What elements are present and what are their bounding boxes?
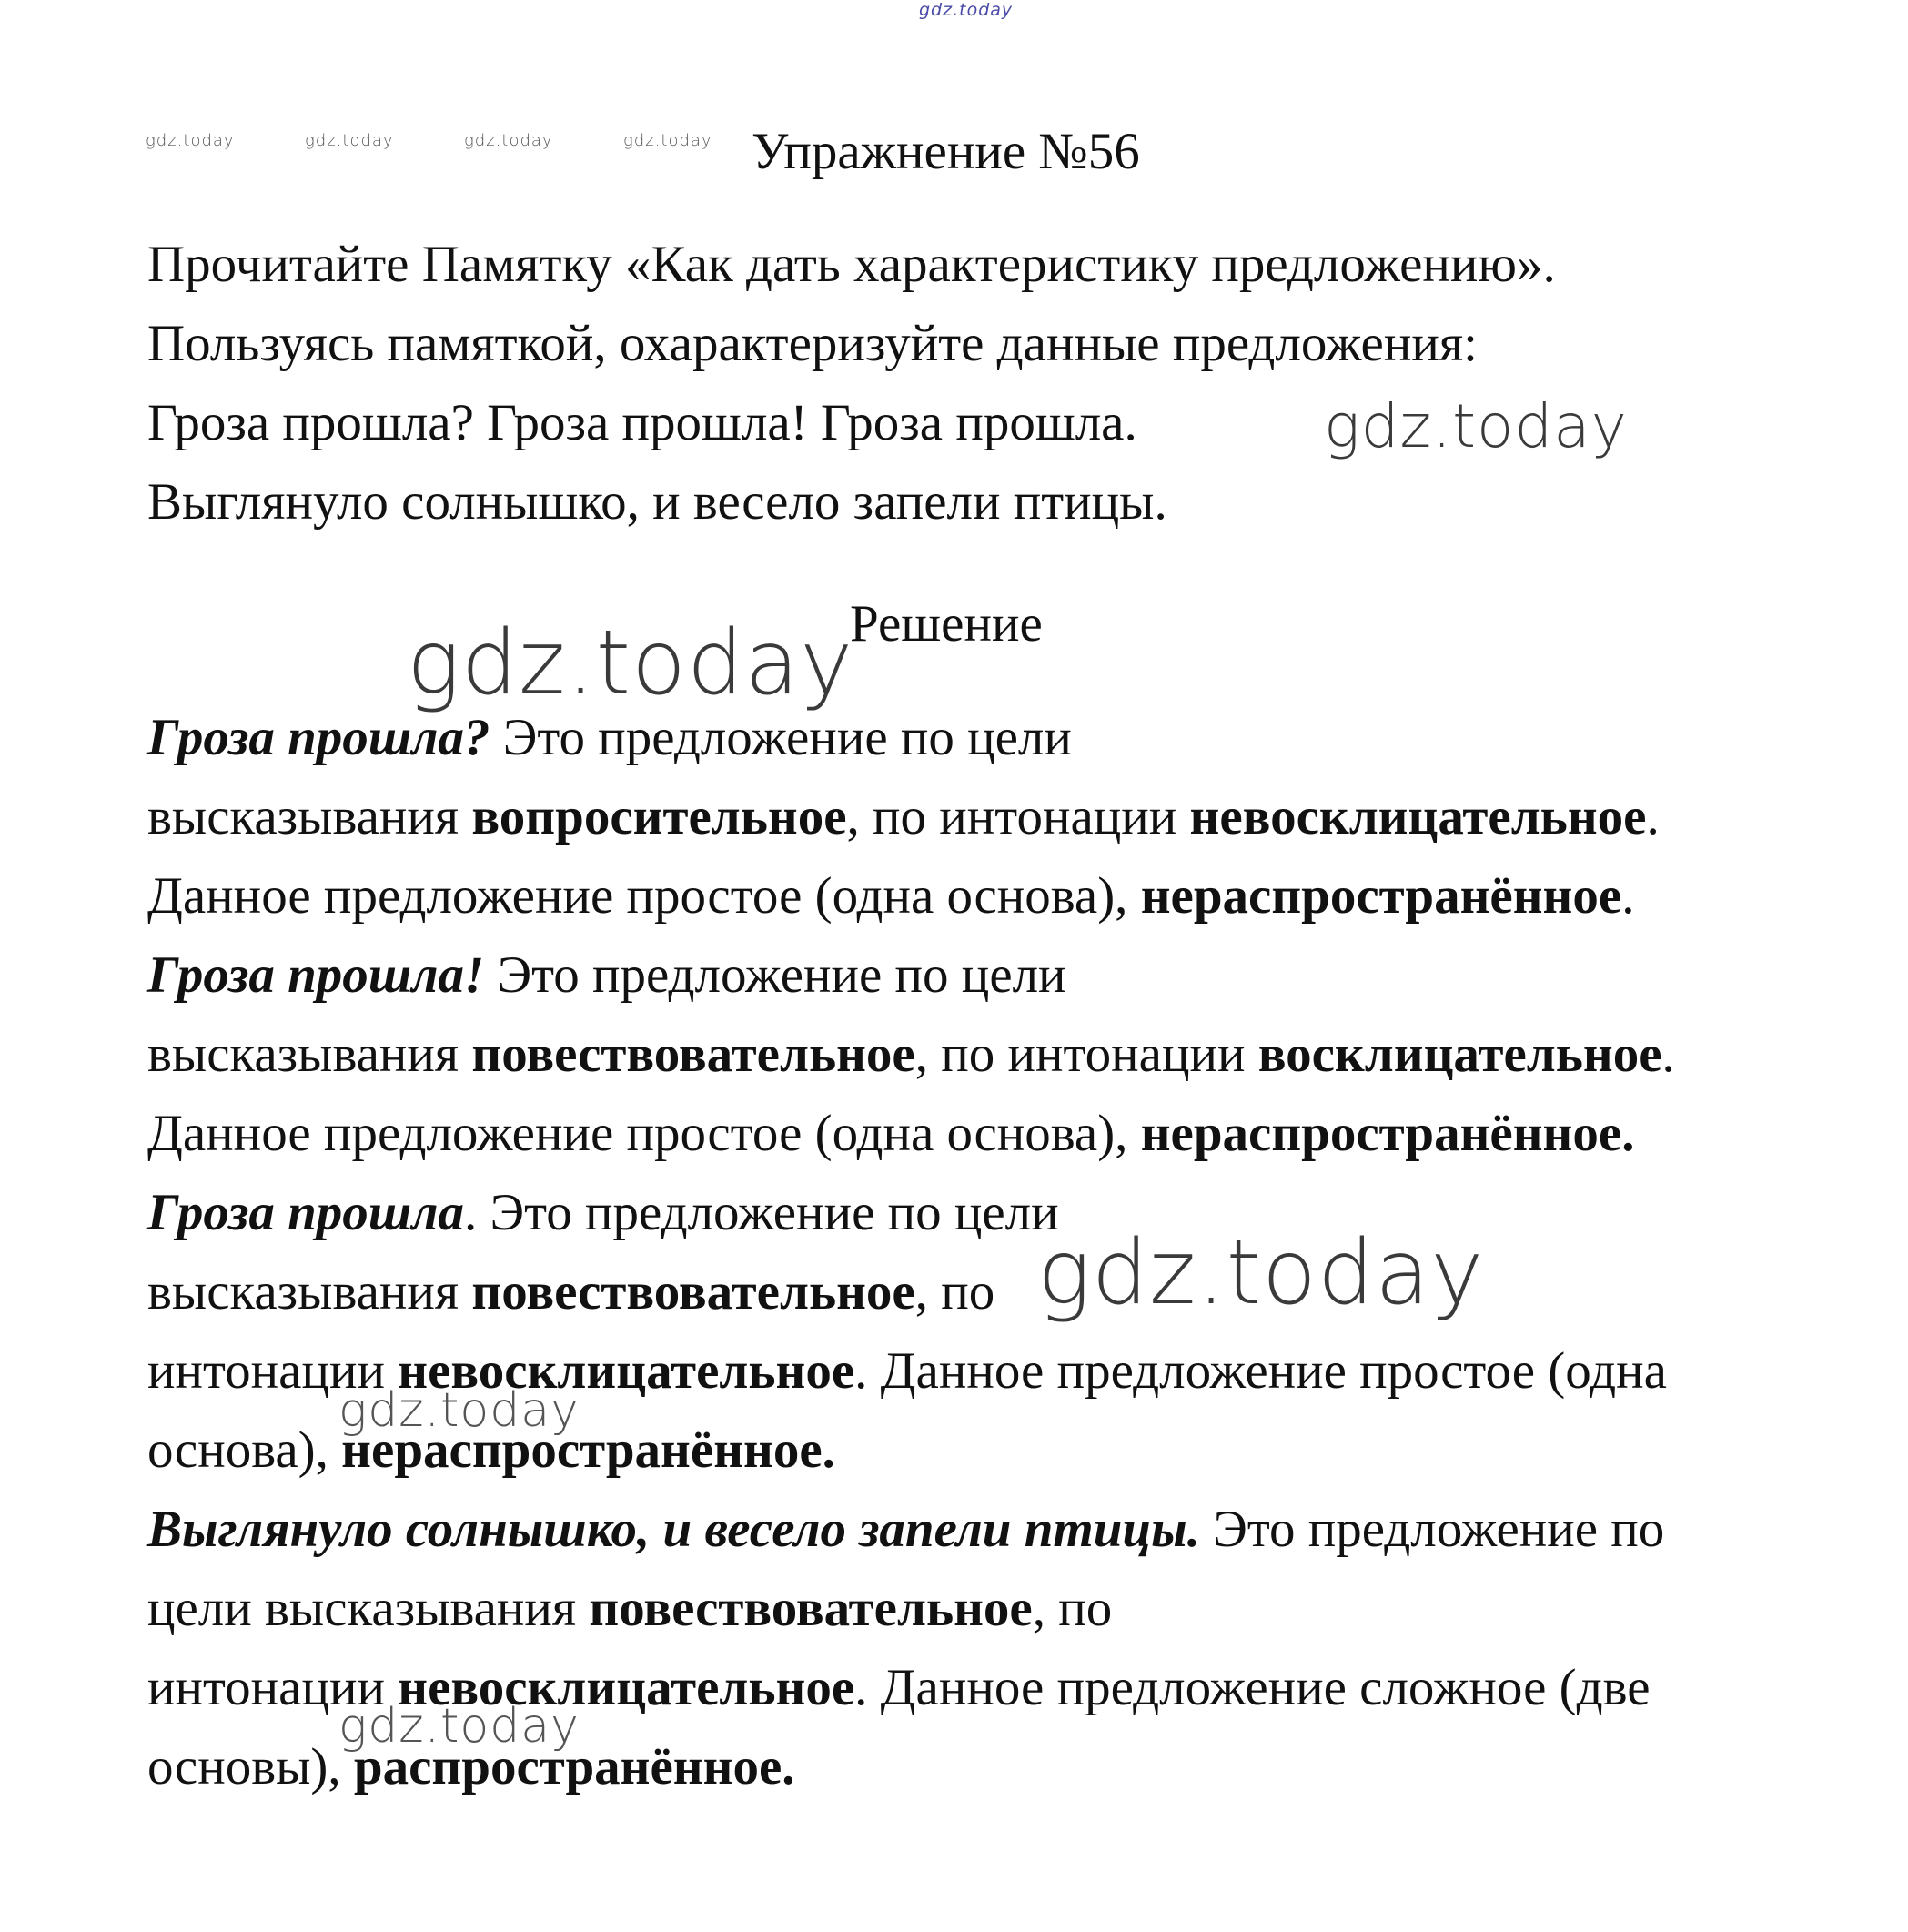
answer-2-sentence: Гроза прошла!: [147, 946, 485, 1004]
answer-3-intonation-pre: интонации: [147, 1342, 399, 1400]
answer-4-line-2: [147, 1579, 1112, 1638]
answer-4-structure: распространённое.: [353, 1738, 795, 1795]
answer-3-line-4: [147, 1421, 835, 1480]
watermark-xlarge-2: gdz.today: [1037, 1221, 1485, 1325]
answer-1-line-1: [147, 708, 1072, 767]
solution-heading: Решение: [850, 595, 1043, 652]
exercise-title: Упражнение №56: [752, 123, 1140, 180]
answer-3-line-3: [147, 1341, 1667, 1401]
watermark-small-2: gdz.today: [305, 131, 394, 150]
answer-2-structure: нераспространённое.: [1140, 1105, 1635, 1162]
answer-4-line-1: [147, 1500, 1664, 1559]
answer-2-line-1: [147, 946, 1066, 1005]
answer-3-intonation: невосклицательное: [398, 1342, 855, 1400]
answer-4-intonation-pre: интонации: [147, 1659, 399, 1716]
watermark-small-1: gdz.today: [146, 131, 235, 150]
answer-3-sentence: Гроза прошла: [147, 1184, 465, 1241]
watermark-medium-1: gdz.today: [338, 1383, 580, 1438]
answer-4-sentence: Выглянуло солнышко, и весело запели птицы.: [147, 1501, 1200, 1558]
answer-1-structure-post: .: [1621, 867, 1635, 925]
answer-4-purpose-post: , по: [1032, 1580, 1113, 1637]
answer-3-intro: . Это предложение по цели: [464, 1184, 1059, 1241]
answer-4-intonation: невосклицательное: [398, 1659, 855, 1716]
watermark-large-1: gdz.today: [1324, 391, 1628, 461]
answer-1-line-3: [147, 866, 1634, 926]
answer-3-structure-pre2: основа),: [147, 1421, 342, 1479]
answer-2-intonation-post: .: [1661, 1026, 1675, 1083]
answer-4-purpose-pre: цели высказывания: [147, 1580, 590, 1637]
answer-3-purpose-post: , по: [914, 1263, 995, 1320]
task-line-4: Выглянуло солнышко, и весело запели птицы.: [147, 473, 1167, 531]
answer-3-purpose-pre: высказывания: [147, 1263, 472, 1320]
answer-2-purpose: повествовательное: [471, 1026, 915, 1083]
answer-3-structure-pre: . Данное предложение простое (одна: [854, 1342, 1667, 1400]
answer-4-purpose: повествовательное: [589, 1580, 1033, 1637]
watermark-small-3: gdz.today: [464, 131, 553, 150]
answer-2-line-3: [147, 1104, 1634, 1163]
answer-2-intonation-pre: , по интонации: [914, 1026, 1258, 1083]
answer-4-structure-pre2: основы),: [147, 1738, 354, 1795]
answer-1-intonation-pre: , по интонации: [846, 788, 1190, 845]
answer-1-intonation-post: .: [1646, 788, 1660, 845]
answer-2-line-2: [147, 1025, 1675, 1084]
task-line-3: Гроза прошла? Гроза прошла! Гроза прошла.: [147, 394, 1137, 451]
answer-4-intro: Это предложение по: [1199, 1501, 1665, 1558]
watermark-small-4: gdz.today: [623, 131, 712, 150]
watermark-xlarge-1: gdz.today: [407, 612, 854, 715]
answer-3-line-1: [147, 1183, 1059, 1242]
answer-1-intro: Это предложение по цели: [490, 709, 1072, 766]
answer-1-structure: нераспространённое: [1140, 867, 1622, 925]
task-line-2: Пользуясь памяткой, охарактеризуйте данные предложения:: [147, 315, 1478, 372]
answer-1-line-2: [147, 787, 1660, 846]
watermark-medium-2: gdz.today: [338, 1699, 580, 1754]
answer-1-purpose-pre: высказывания: [147, 788, 472, 845]
answer-2-intonation: восклицательное: [1257, 1026, 1662, 1083]
answer-1-structure-pre: Данное предложение простое (одна основа),: [147, 867, 1141, 925]
answer-2-intro: Это предложение по цели: [484, 946, 1066, 1004]
answer-4-line-4: [147, 1737, 795, 1796]
answer-4-line-3: [147, 1658, 1651, 1717]
answer-1-purpose: вопросительное: [471, 788, 847, 845]
answer-3-structure: нераспространённое.: [341, 1421, 835, 1479]
answer-2-structure-pre: Данное предложение простое (одна основа),: [147, 1105, 1141, 1162]
answer-1-sentence: Гроза прошла?: [147, 709, 490, 766]
answer-2-purpose-pre: высказывания: [147, 1026, 472, 1083]
watermark-top: gdz.today: [919, 0, 1014, 20]
answer-3-line-2: [147, 1262, 994, 1321]
answer-1-intonation: невосклицательное: [1189, 788, 1647, 845]
task-line-1: Прочитайте Памятку «Как дать характеристику предложению».: [147, 236, 1556, 293]
answer-3-purpose: повествовательное: [471, 1263, 915, 1320]
answer-4-structure-pre: . Данное предложение сложное (две: [854, 1659, 1651, 1716]
